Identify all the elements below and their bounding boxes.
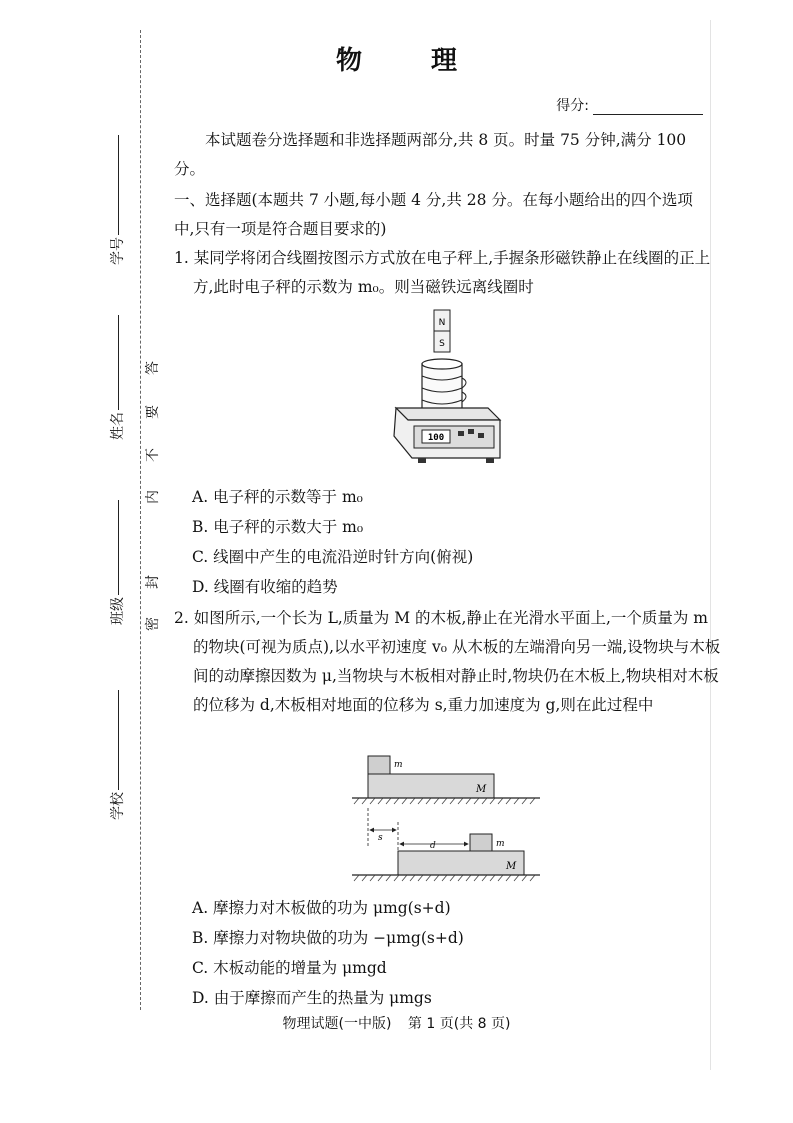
page-footer <box>0 1013 793 1033</box>
side-label-student-id: 学号 <box>110 237 126 265</box>
question-1-option-d[interactable]: D. 线圈有收缩的趋势 <box>192 578 338 596</box>
coil <box>422 359 466 412</box>
board-label-M: M <box>476 784 487 795</box>
section-heading: 一、选择题(本题共 7 小题,每小题 4 分,共 28 分。在每小题给出的四个选项中,只有一项是符合题目要求的) <box>174 191 693 238</box>
binding-dashed-line <box>140 30 141 1010</box>
score-field[interactable] <box>556 95 703 115</box>
seal-char: 不 <box>145 448 161 462</box>
initial-state <box>352 756 540 804</box>
side-field-class[interactable] <box>98 500 138 627</box>
side-label-class: 班级 <box>110 597 126 625</box>
question-1-options <box>174 482 709 602</box>
side-field-student-id[interactable] <box>98 135 138 267</box>
question-2-text: 2. 如图所示,一个长为 L,质量为 M 的木板,静止在光滑水平面上,一个质量为 m 的物块(可视为质点),以水平初速度 v₀ 从木板的左端滑向另一端,设物块与木板间的动摩擦因数为 μ,当物块与木板相对静止时,物块仍在木板上,物块相对木板的位移为 d,木板相对地面的位移为 s,重力加速度为 g,则在此过程中 <box>174 609 721 714</box>
scale-display-reading: 100 <box>427 433 445 443</box>
side-field-school[interactable] <box>98 690 138 822</box>
displacement-s-label: s <box>378 833 383 843</box>
question-2-option-a[interactable]: A. 摩擦力对木板做的功为 μmg(s+d) <box>192 899 451 917</box>
board-label-M-final: M <box>506 861 517 872</box>
question-2-options <box>174 893 709 1013</box>
side-label-name: 姓名 <box>110 412 126 440</box>
question-2-option-d[interactable]: D. 由于摩擦而产生的热量为 μmgs <box>192 989 432 1007</box>
page-title: 物 理 <box>335 46 488 76</box>
magnet-north-label: N <box>438 318 446 328</box>
displacement-d-label: d <box>430 841 436 851</box>
question-1-option-b[interactable]: B. 电子秤的示数大于 m₀ <box>192 518 364 536</box>
seal-char: 内 <box>145 490 161 504</box>
bar-magnet <box>434 310 450 352</box>
question-2-option-b[interactable]: B. 摩擦力对物块做的功为 −μmg(s+d) <box>192 929 464 947</box>
question-1-option-c[interactable]: C. 线圈中产生的电流沿逆时针方向(俯视) <box>192 548 474 566</box>
magnet-south-label: S <box>439 339 445 349</box>
score-blank[interactable] <box>593 114 703 115</box>
footer-exam-name: 物理试题(一中版) <box>282 1016 392 1032</box>
block-label-m-final: m <box>496 839 505 849</box>
seal-char: 要 <box>145 405 161 419</box>
question-2-option-c[interactable]: C. 木板动能的增量为 μmgd <box>192 959 387 977</box>
seal-char: 封 <box>145 575 161 589</box>
page-edge-divider <box>710 20 711 1070</box>
question-1-figure <box>388 308 508 468</box>
seal-char: 答 <box>145 361 161 375</box>
question-1-option-a[interactable]: A. 电子秤的示数等于 m₀ <box>192 488 363 506</box>
exam-intro: 本试题卷分选择题和非选择题两部分,共 8 页。时量 75 分钟,满分 100 分。 <box>174 131 687 178</box>
final-state <box>352 808 540 881</box>
seal-char: 密 <box>145 617 161 631</box>
question-2-figure <box>350 752 545 887</box>
score-label: 得分: <box>556 98 589 114</box>
question-1-text: 1. 某同学将闭合线圈按图示方式放在电子秤上,手握条形磁铁静止在线圈的正上方,此时电子秤的示数为 m₀。则当磁铁远离线圈时 <box>174 249 711 296</box>
side-field-name[interactable] <box>98 315 138 442</box>
electronic-scale <box>394 408 500 463</box>
footer-page-number: 第 1 页(共 8 页) <box>407 1016 511 1032</box>
block-label-m: m <box>394 760 403 770</box>
side-label-school: 学校 <box>110 792 126 820</box>
